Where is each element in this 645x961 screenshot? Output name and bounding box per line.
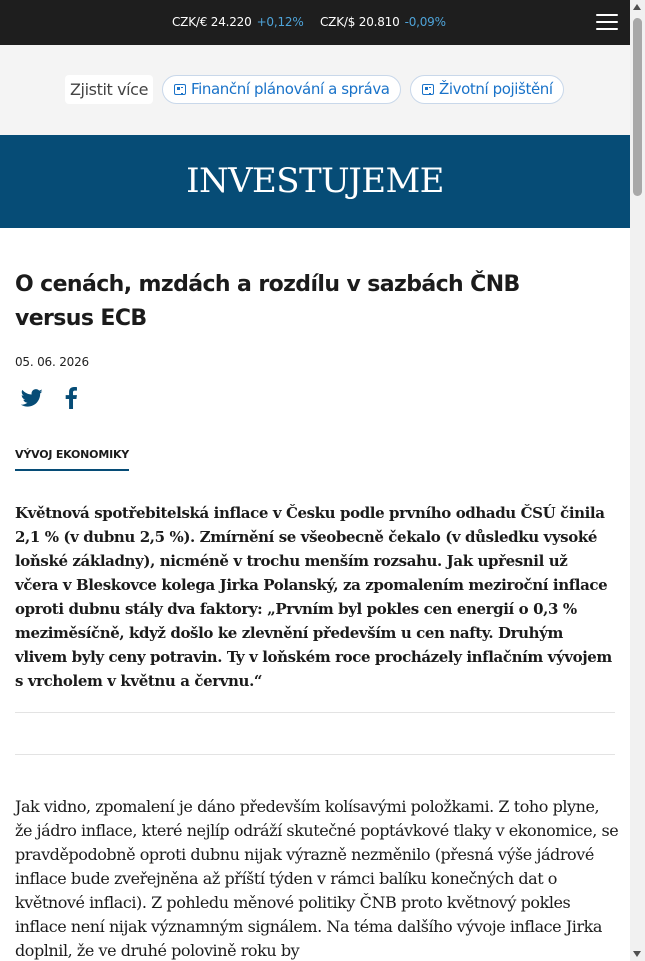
hamburger-menu-icon[interactable] <box>596 13 618 31</box>
divider <box>15 712 615 713</box>
ticker-change: +0,12% <box>256 15 304 29</box>
scrollbar-thumb[interactable] <box>633 18 642 196</box>
site-logo[interactable]: INVESTUJEME <box>186 161 444 201</box>
document-icon <box>174 84 186 95</box>
ticker-pair: CZK/$ 20.810 <box>320 15 400 29</box>
article-title: O cenách, mzdách a rozdílu v sazbách ČNB versus ECB <box>15 272 520 331</box>
ticker-pair: CZK/€ 24.220 <box>172 15 252 29</box>
article-date: 05. 06. 2026 <box>15 355 89 369</box>
currency-ticker-bar <box>0 0 630 45</box>
facebook-icon[interactable] <box>64 387 78 409</box>
site-banner <box>0 135 630 228</box>
document-icon <box>422 84 434 95</box>
page-scrollbar[interactable] <box>630 0 645 961</box>
article-body-paragraph: Jak vidno, zpomalení je dáno především kolísavými položkami. Z toho plyne, že jádro inflace, které nejlíp odráží skutečné poptávkové tlaky v ekonomice, se pravděpodobně oproti dubnu nijak výrazně nezměnilo (přesná výše jádrové inflace bude zveřejněna až příští týden v rámci balíku konečných dat o květnové inflaci). Z pohledu měnové politiky ČNB proto květnový pokles inflace není nijak významným signálem. Na téma dalšího vývoje inflace Jirka doplnil, že ve druhé polovině roku by <box>15 797 619 960</box>
scroll-down-arrow-icon[interactable] <box>633 951 641 957</box>
article-category-link[interactable]: VÝVOJ EKONOMIKY <box>15 448 129 471</box>
ticker-change: -0,09% <box>404 15 446 29</box>
twitter-icon[interactable] <box>21 387 43 409</box>
promo-label: Zjistit více <box>65 75 153 104</box>
ticker-item-eur <box>172 15 304 29</box>
promo-link-life-insurance[interactable] <box>410 75 564 104</box>
ticker-item-usd <box>320 15 446 29</box>
promo-link-financial-planning[interactable] <box>162 75 401 104</box>
promo-link-label: Životní pojištění <box>439 80 553 98</box>
article-lead: Květnová spotřebitelská inflace v Česku podle prvního odhadu ČSÚ činila 2,1 % (v dubnu 2,5 %). Zmírnění se všeobecně čekalo (v důsledku vysoké loňské základny), nicméně v trochu menším rozsahu. Jak upřesnil už včera v Bleskovce kolega Jirka Polanský, za zpomalením meziroční inflace oproti dubnu stály dva faktory: „Prvním byl pokles cen energií o 0,3 % meziměsíčně, když došlo ke zlevnění především u cen nafty. Druhým vlivem byly ceny potravin. Ty v loňském roce procházely inflačním vývojem s vrcholem v květnu a červnu.“ <box>15 504 612 690</box>
promo-links-bar <box>0 45 630 135</box>
divider <box>15 754 615 755</box>
scroll-up-arrow-icon[interactable] <box>633 4 641 10</box>
promo-link-label: Finanční plánování a správa <box>191 80 390 98</box>
